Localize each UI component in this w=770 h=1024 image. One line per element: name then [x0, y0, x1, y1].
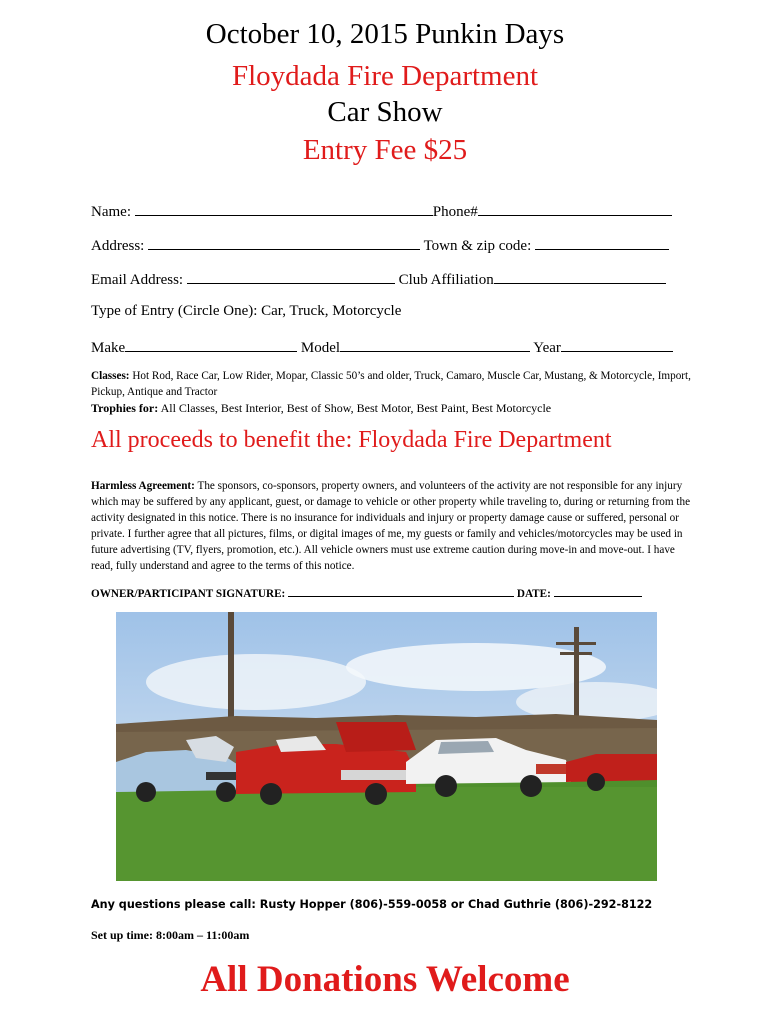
event-date-title: October 10, 2015 Punkin Days: [205, 18, 565, 50]
make-field[interactable]: [125, 337, 297, 352]
entry-type: Type of Entry (Circle One): Car, Truck, Motorcycle: [91, 303, 402, 319]
classes-block: [91, 368, 691, 400]
donations-banner: All Donations Welcome: [200, 959, 570, 1000]
phone-label: Phone#: [432, 204, 478, 220]
club-label: Club Affiliation: [398, 272, 494, 288]
address-label: Address:: [91, 238, 145, 254]
town-zip-field[interactable]: [535, 235, 669, 250]
address-row: [91, 235, 691, 255]
trophies-block: [91, 400, 691, 416]
setup-time: Set up time: 8:00am – 11:00am: [91, 928, 250, 942]
phone-field[interactable]: [478, 201, 672, 216]
date-field[interactable]: [554, 584, 642, 597]
agreement-label: Harmless Agreement:: [91, 480, 195, 492]
date-label: DATE:: [516, 588, 551, 600]
signature-field[interactable]: [288, 584, 514, 597]
email-row: [91, 269, 691, 289]
trophies-label: Trophies for:: [91, 401, 159, 415]
make-label: Make: [91, 340, 126, 356]
show-title: Car Show: [327, 96, 443, 128]
classes-label: Classes:: [91, 370, 130, 382]
car-show-photo: [116, 612, 657, 881]
benefit-heading: All proceeds to benefit the: Floydada Fire Department: [91, 427, 612, 453]
signature-row: [91, 584, 642, 600]
harmless-agreement: [91, 478, 691, 574]
name-field[interactable]: [135, 201, 433, 216]
year-field[interactable]: [561, 337, 673, 352]
signature-label: OWNER/PARTICIPANT SIGNATURE:: [91, 588, 286, 600]
name-phone-row: [91, 201, 691, 221]
model-label: Model: [300, 340, 341, 356]
make-model-year-row: [91, 337, 691, 357]
classes-text: Hot Rod, Race Car, Low Rider, Mopar, Classic 50’s and older, Truck, Camaro, Muscle Car, Mustang, & Motorcycle, Import, Pickup, Antique and Tractor: [91, 370, 691, 398]
town-zip-label: Town & zip code:: [423, 238, 532, 254]
year-label: Year: [533, 340, 561, 356]
address-field[interactable]: [148, 235, 420, 250]
power-pole-icon: [228, 612, 234, 732]
email-label: Email Address:: [91, 272, 184, 288]
entry-fee: Entry Fee $25: [302, 134, 468, 166]
email-field[interactable]: [187, 269, 395, 284]
trophies-text: All Classes, Best Interior, Best of Show, Best Motor, Best Paint, Best Motorcycle: [160, 401, 552, 415]
contact-info: Any questions please call: Rusty Hopper (806)-559-0058 or Chad Guthrie (806)-292-8122: [91, 898, 653, 911]
agreement-text: The sponsors, co-sponsors, property owners, and volunteers of the activity are not responsible for any injury which may be suffered by any applicant, guest, or damage to vehicle or other property while traveling to, during or returning from the activity designated in this notice. There is no insurance for individuals and injury or property damage cause or suffered, personal or private. I further agree that all pictures, films, or digital images of me, my guests or family and vehicles/motorcycles may be used in future advertising (TV, flyers, promotion, etc.). All vehicle owners must use extreme caution during move-in and move-out. I have read, fully understand and agree to the terms of this notice.: [91, 480, 691, 572]
model-field[interactable]: [340, 337, 530, 352]
name-label: Name:: [91, 204, 131, 220]
department-title: Floydada Fire Department: [231, 60, 539, 92]
club-field[interactable]: [494, 269, 666, 284]
